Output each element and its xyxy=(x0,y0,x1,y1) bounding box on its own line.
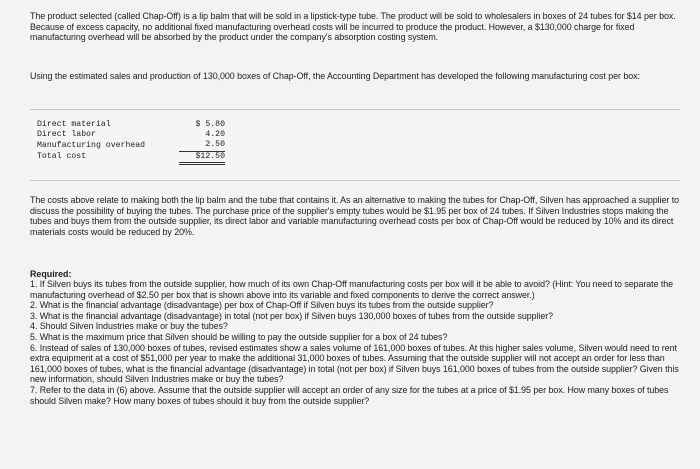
cost-label: Direct material xyxy=(37,120,111,129)
cost-value: 4.20 xyxy=(205,130,225,140)
intro-paragraph: The product selected (called Chap-Off) is a lip balm that will be sold in a lipstick-type tube. The product will be sold to wholesalers in boxes of 24 tubes for $14 per box. Because of excess capacity, no additional fixed manufacturing overhead costs will be incurred to produce the product. However, a $130,000 charge for fixed manufacturing overhead will be absorbed by the product under the company's absorption costing system. xyxy=(30,11,676,43)
cost-value: $ 5.80 xyxy=(195,120,225,129)
question-item: 4. Should Silven Industries make or buy the tubes? xyxy=(30,321,228,332)
cost-table xyxy=(37,120,225,165)
cost-row xyxy=(37,130,225,140)
alternative-paragraph: The costs above relate to making both the lip balm and the tube that contains it. As an alternative to making the tubes for Chap-Off, Silven has approached a supplier to discuss the possibility of buying the tubes. The purchase price of the supplier's empty tubes would be $1.95 per box of 24 tubes. If Silven Industries stops making the tubes and buys them from the outside supplier, its direct labor and variable manufacturing overhead costs per box of Chap-Off would be reduced by 10% and its direct materials costs would be reduced by 20%. xyxy=(30,195,680,237)
question-item: 7. Refer to the data in (6) above. Assume that the outside supplier will accept an order of any size for the tubes at a price of $1.95 per box. How many boxes of tubes should Silven make? How many boxes of tubes should it buy from the outside supplier? xyxy=(30,384,669,406)
question-item: 5. What is the maximum price that Silven should be willing to pay the outside supplier for a box of 24 tubes? xyxy=(30,331,448,342)
cost-label: Manufacturing overhead xyxy=(37,140,146,150)
cost-table-panel xyxy=(30,109,680,181)
question-list xyxy=(30,279,680,406)
cost-row xyxy=(37,120,225,130)
cost-row xyxy=(37,140,225,151)
cost-total-label: Total cost xyxy=(37,152,87,162)
question-item: 1. If Silven buys its tubes from the outside supplier, how much of its own Chap-Off manufacturing costs per box will it be able to avoid? (Hint: You need to separate the manufacturing overhead of $2.50 per box that is shown above into its variable and fixed components to derive the correct answer.) xyxy=(30,279,674,300)
cost-total-value: $12.50 xyxy=(179,151,225,163)
question-item: 2. What is the financial advantage (disadvantage) per box of Chap-Off if Silven buys its tubes from the outside supplier? xyxy=(30,300,494,311)
cost-value: 2.50 xyxy=(179,140,225,151)
question-item: 6. Instead of sales of 130,000 boxes of tubes, revised estimates show a sales volume of 161,000 boxes of tubes. At this higher sales volume, Silven would need to rent extra equipment at a cost of $51,000 per year to make the additional 31,000 boxes of tubes. Assuming that the outside supplier will not accept an order for less than 161,000 boxes of tubes, what is the financial advantage (disadvantage) in total (not per box) if Silven buys 161,000 boxes of tubes from the outside supplier? Given this new information, should Silven Industries make or buy the tubes? xyxy=(30,342,679,385)
required-heading: Required: xyxy=(30,269,72,279)
setup-paragraph: Using the estimated sales and production of 130,000 boxes of Chap-Off, the Accounting Department has developed the following manufacturing cost per box: xyxy=(30,71,640,81)
cost-total-row xyxy=(37,151,225,163)
cost-label: Direct labor xyxy=(37,130,96,140)
question-item: 3. What is the financial advantage (disadvantage) in total (not per box) if Silven buys 130,000 boxes of tubes from the outside supplier? xyxy=(30,310,554,321)
